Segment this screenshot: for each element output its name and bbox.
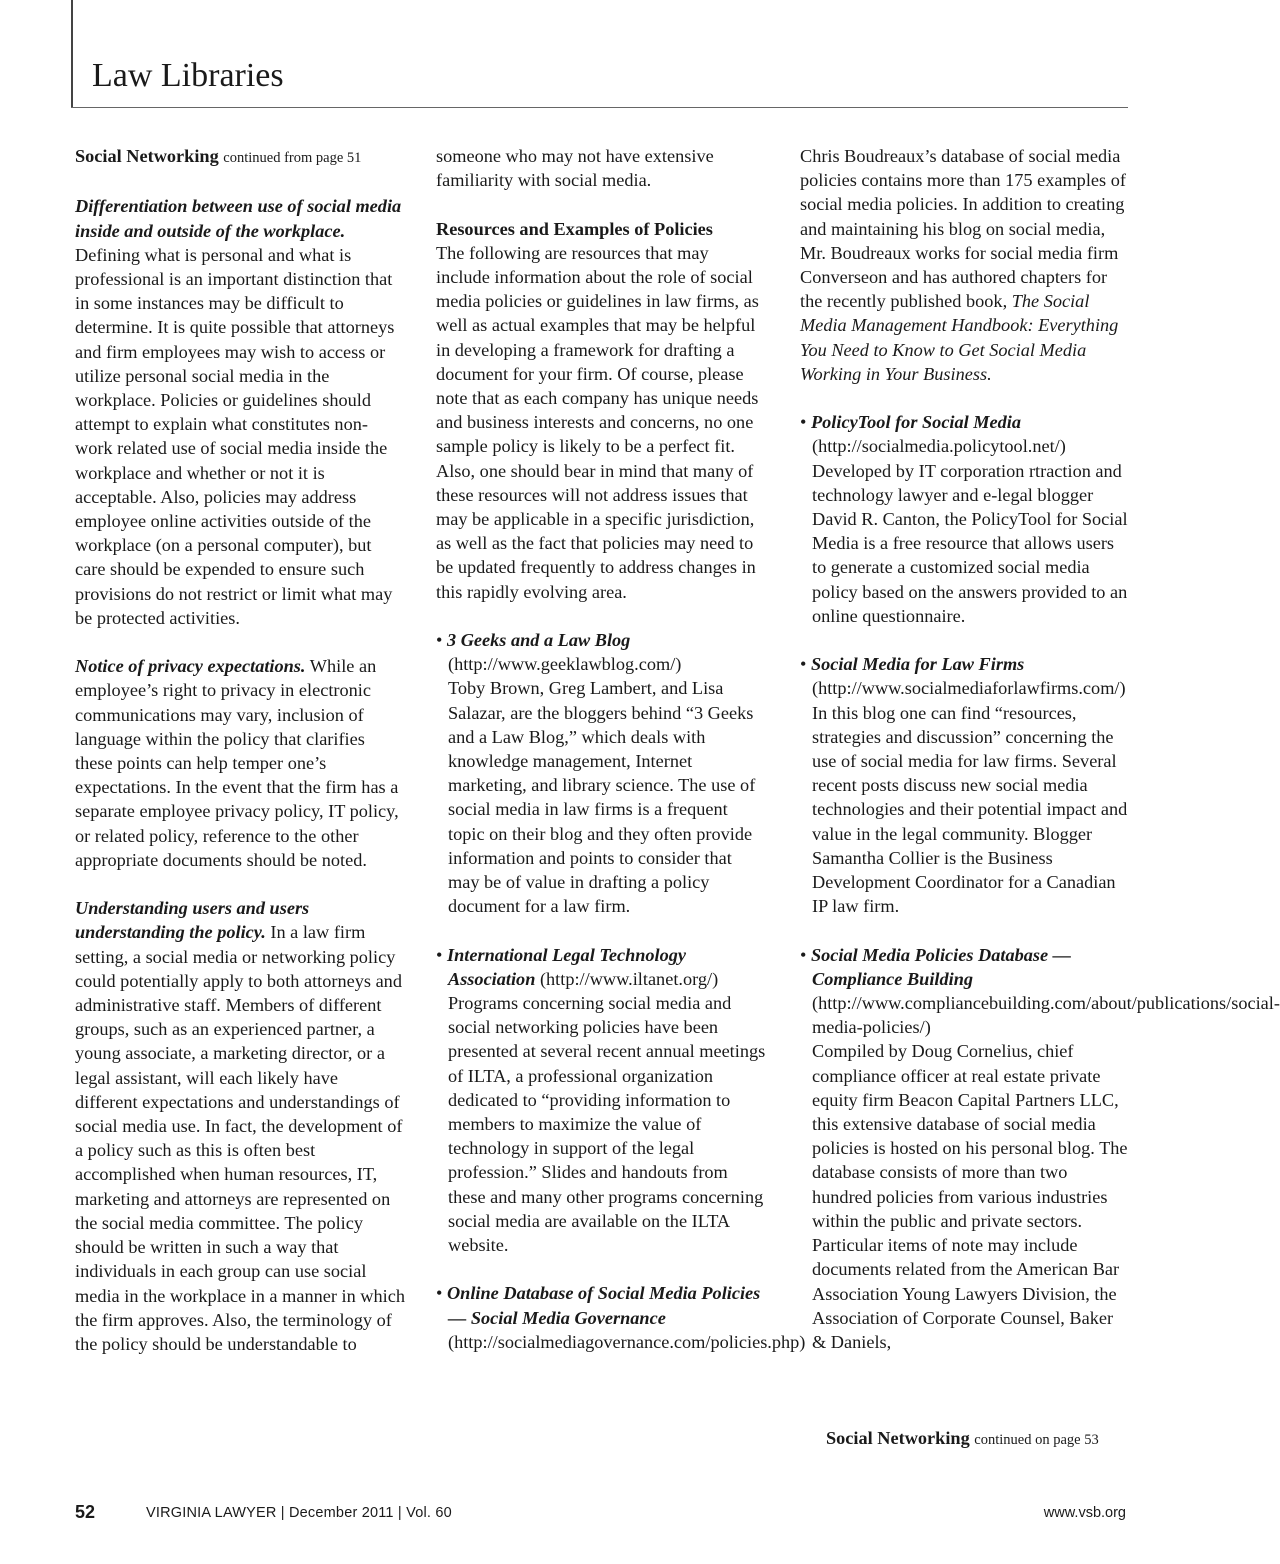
resource-description: Compiled by Doug Cornelius, chief compliance officer at real estate private equity firm Beacon Capital Partners LLC, this extensive database of social media policies is hosted on his personal blog. The database consists of more than two hundred policies from various industries within the public and private sectors. Particular items of note may include documents related from the American Bar Association Young Lawyers Division, the Association of Corporate Counsel, Baker & Daniels, (812, 1041, 1128, 1352)
carryover-paragraph: someone who may not have extensive familiarity with social media. (436, 146, 714, 191)
resource-item (436, 943, 766, 1258)
bullet: • (800, 654, 807, 675)
resource-url-link[interactable]: (http://www.iltanet.org/) (539, 968, 719, 989)
continued-from-title: Social Networking (75, 146, 219, 166)
page-number: 52 (75, 1502, 96, 1522)
continued-from-text: continued from page 51 (223, 150, 362, 166)
paragraph-heading: Understanding users and users understanding the policy. (75, 898, 310, 943)
resource-description: Developed by IT corporation rtraction and technology lawyer and e-legal blogger David R. Canton, the PolicyTool for Social Media is a free resource that allows users to generate a customized social media policy based on the answers provided to an online questionnaire. (812, 460, 1128, 626)
resource-description: Toby Brown, Greg Lambert, and Lisa Salazar, are the bloggers behind “3 Geeks and a Law Blog,” which deals with knowledge management, Internet marketing, and library science. The use of social media in law firms is a frequent topic on their blog and they often provide information and points to consider that may be of value in drafting a policy document for a law firm. (448, 678, 756, 917)
paragraph-differentiation (75, 194, 405, 630)
resource-item (800, 652, 1130, 918)
resource-title: Social Media for Law Firms (810, 654, 1025, 675)
bullet: • (800, 412, 807, 433)
continued-from-line (75, 144, 405, 170)
paragraph-body: Defining what is personal and what is professional is an important distinction that in some instances may be difficult to determine. It is quite possible that attorneys and firm employees may wish to access or utilize personal social media in the workplace. Policies or guidelines should attempt to explain what constitutes non-work related use of social media inside the workplace and whether or not it is acceptable. Also, policies may address employee online activities outside of the workplace (on a personal computer), but care should be expended to ensure such provisions do not restrict or limit what may be protected activities. (75, 244, 395, 628)
resource-url-link[interactable]: (http://www.compliancebuilding.com/about/publications/social-media-policies/) (812, 993, 1280, 1038)
continued-on-line (826, 1428, 1099, 1449)
article-column-1 (75, 144, 405, 1356)
header-horizontal-rule (71, 107, 1128, 108)
article-column-2 (436, 144, 806, 1354)
resource-url-link[interactable]: (http://www.geeklawblog.com/) (448, 654, 682, 675)
paragraph-privacy (75, 654, 405, 872)
bullet: • (436, 630, 443, 651)
continued-on-title: Social Networking (826, 1428, 970, 1448)
resources-heading: Resources and Examples of Policies (436, 218, 713, 239)
resource-url-link[interactable]: (http://socialmediagovernance.com/policies.php) (448, 1331, 806, 1352)
resource-url-link[interactable]: (http://socialmedia.policytool.net/) (812, 436, 1066, 457)
carryover-paragraph (800, 144, 1130, 386)
header-vertical-rule (71, 0, 73, 108)
bullet: • (436, 1283, 443, 1304)
bullet: • (436, 944, 443, 965)
paragraph-body: While an employee’s right to privacy in electronic communications may vary, inclusion of language within the policy that clarifies these points can help temper one’s expectations. In the event that the firm has a separate employee privacy policy, IT policy, or related policy, reference to the other appropriate documents should be noted. (75, 656, 399, 870)
carryover-text: Chris Boudreaux’s database of social media policies contains more than 175 examples of social media policies. In addition to creating and maintaining his blog on social media, Mr. Boudreaux works for social media firm Converseon and has authored chapters for the recently published book, (800, 146, 1126, 312)
resource-item (800, 410, 1130, 628)
paragraph-heading: Notice of privacy expectations. (75, 656, 306, 677)
resource-url-link[interactable]: (http://www.socialmediaforlawfirms.com/) (812, 678, 1126, 699)
article-column-3 (800, 144, 1280, 1354)
resource-title: Social Media Policies Database — Compliance Building (810, 944, 1071, 989)
resource-description: Programs concerning social media and social networking policies have been presented at several recent annual meetings of ILTA, a professional organization dedicated to “providing information to members to maximize the value of technology in support of the legal profession.” Slides and handouts from these and many other programs concerning social media are available on the ILTA website. (448, 993, 766, 1256)
resource-title: International Legal Technology Association (446, 944, 687, 989)
resources-paragraph: The following are resources that may include information about the role of social media policies or guidelines in law firms, as well as actual examples that may be helpful in developing a framework for drafting a document for your firm. Of course, please note that as each company has unique needs and business interests and concerns, no one sample policy is likely to be a perfect fit. Also, one should bear in mind that many of these resources will not address issues that may be applicable in a specific jurisdiction, as well as the fact that policies may need to be updated frequently to address changes in this rapidly evolving area. (436, 242, 759, 602)
resource-title: 3 Geeks and a Law Blog (446, 630, 631, 651)
resource-item (436, 1281, 806, 1354)
paragraph-heading: Differentiation between use of social media inside and outside of the workplace. (75, 196, 402, 241)
bullet: • (800, 944, 807, 965)
continued-on-text: continued on page 53 (974, 1432, 1099, 1448)
resource-title: PolicyTool for Social Media (810, 412, 1022, 433)
book-title: The Social Media Management Handbook: Everything You Need to Know to Get Social Media Working in Your Business. (800, 291, 1119, 384)
paragraph-understanding (75, 896, 405, 1356)
resource-description: In this blog one can find “resources, strategies and discussion” concerning the use of social media for law firms. Several recent posts discuss new social media technologies and their potential impact and value in the legal community. Blogger Samantha Collier is the Business Development Coordinator for a Canadian IP law firm. (812, 702, 1128, 917)
resource-item (800, 943, 1280, 1354)
paragraph-body: In a law firm setting, a social media or networking policy could potentially apply to both attorneys and administrative staff. Members of different groups, such as an experienced partner, a young associate, a marketing director, or a legal assistant, will each likely have different expectations and understandings of social media use. In fact, the development of a policy such as this is often best accomplished when human resources, IT, marketing and attorneys are represented on the social media committee. The policy should be written in such a way that individuals in each group can use social media in the workplace in a manner in which the firm approves. Also, the terminology of the policy should be understandable to (75, 922, 405, 1354)
section-title: Law Libraries (92, 57, 284, 94)
resource-title: Online Database of Social Media Policies — Social Media Governance (446, 1283, 761, 1328)
resource-item (436, 628, 766, 918)
publication-line: VIRGINIA LAWYER | December 2011 | Vol. 60 (146, 1505, 452, 1521)
website-link[interactable]: www.vsb.org (1043, 1505, 1126, 1521)
